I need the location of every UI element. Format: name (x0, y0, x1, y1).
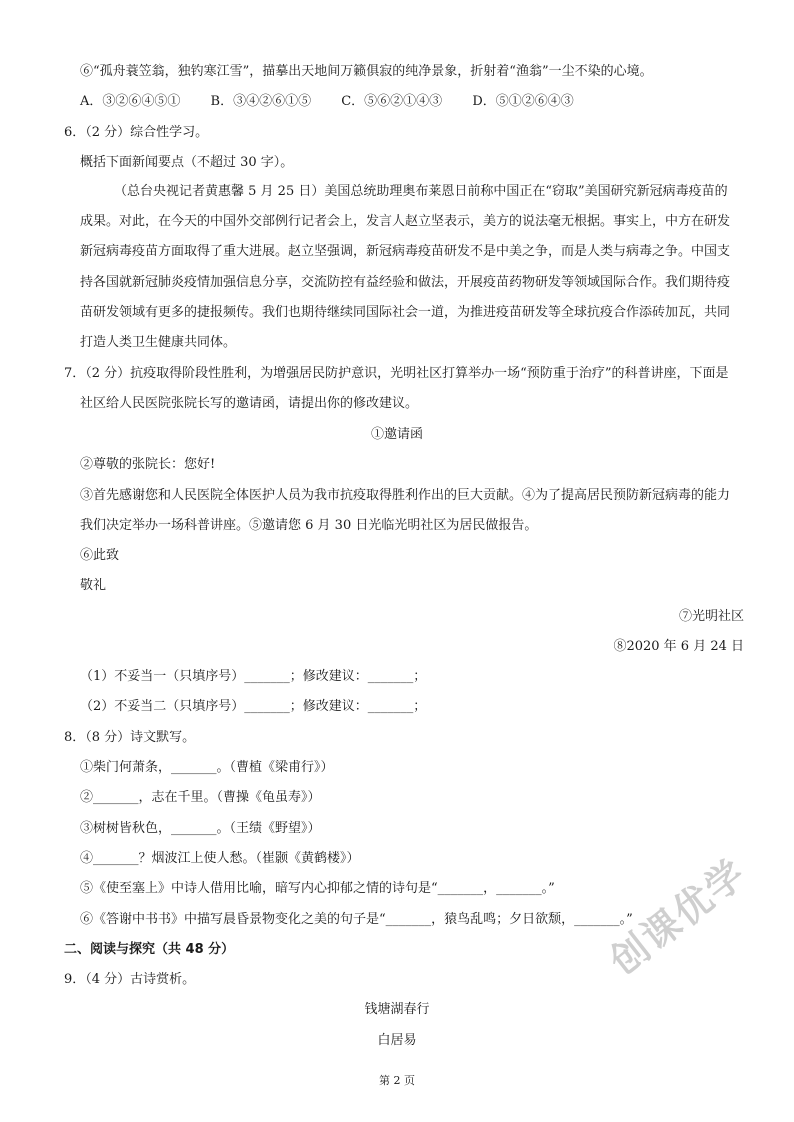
recitation-item: ②_______，志在千里。（曹操《龟虽寿》） (80, 790, 321, 805)
question-7-sub-1: （1）不妥当一（只填序号）_______；修改建议：_______； (80, 669, 427, 684)
letter-closing: 敬礼 (80, 578, 107, 593)
option-d: D．⑤①②⑥④③ (472, 94, 574, 109)
question-7-title: 7．（2 分）抗疫取得阶段性胜利，为增强居民防护意识，光明社区打算举办一场“预防重于治疗”的科普讲座，下面是 (64, 366, 729, 381)
news-line: 成果。对此，在今天的中国外交部例行记者会上，发言人赵立坚表示，美方的说法毫无根据。事实上，中方在研发 (80, 214, 731, 229)
recitation-item: ④_______？烟波江上使人愁。（崔颢《黄鹤楼》） (80, 851, 360, 866)
letter-body: 我们决定举办一场科普讲座。⑤邀请您 6 月 30 日光临光明社区为居民做报告。 (80, 518, 538, 533)
option-item-6: ⑥“孤舟蓑笠翁，独钓寒江雪”，描摹出天地间万籁俱寂的纯净景象，折射着“渔翁”一尘不染的心境。 (80, 64, 653, 79)
question-9-title: 9．（4 分）古诗赏析。 (64, 972, 196, 987)
page-number: 第 2 页 (379, 1074, 415, 1087)
news-line: 持各国就新冠肺炎疫情加强信息分享，交流防控有益经验和做法，开展疫苗药物研发等领域国际合作。我们期待疫 (80, 275, 731, 290)
question-6-prompt: 概括下面新闻要点（不超过 30 字）。 (80, 155, 294, 170)
news-line: 苗研发领域有更多的捷报频传。我们也期待继续同国际社会一道，为推进疫苗研发等全球抗疫合作添砖加瓦，共同 (80, 305, 731, 320)
letter-title: ①邀请函 (370, 427, 423, 442)
recitation-item: ③树树皆秋色，_______。（王绩《野望》） (80, 821, 321, 836)
poem-title: 钱塘湖春行 (364, 1002, 430, 1017)
poem-author: 白居易 (377, 1033, 417, 1048)
recitation-item: ⑤《使至塞上》中诗人借用比喻，暗写内心抑郁之情的诗句是“_______，_______。” (80, 881, 555, 896)
section-heading: 二、阅读与探究（共 48 分） (64, 942, 235, 957)
news-line: 打造人类卫生健康共同体。 (80, 335, 237, 350)
question-7-title-cont: 社区给人民医院张院长写的邀请函，请提出你的修改建议。 (80, 396, 419, 411)
answer-options (80, 92, 600, 112)
watermark: 创课优学 (601, 850, 755, 984)
option-a: A．③②⑥④⑤① (80, 94, 181, 109)
question-7-sub-2: （2）不妥当二（只填序号）_______；修改建议：_______； (80, 699, 427, 714)
letter-greeting: ②尊敬的张院长：您好! (80, 457, 216, 472)
option-c: C．⑤⑥②①④③ (341, 94, 443, 109)
letter-signature: ⑦光明社区 (678, 609, 744, 624)
recitation-item: ⑥《答谢中书书》中描写晨昏景物变化之美的句子是“_______，猿鸟乱鸣；夕日欲颓，_______。” (80, 912, 633, 927)
letter-body: ③首先感谢您和人民医院全体医护人员为我市抗疫取得胜利作出的巨大贡献。④为了提高居民预防新冠病毒的能力 (80, 488, 731, 503)
letter-date: ⑧2020 年 6 月 24 日 (613, 639, 744, 654)
news-line: 新冠病毒疫苗方面取得了重大进展。赵立坚强调，新冠病毒疫苗研发不是中美之争，而是人类与病毒之争。中国支 (80, 244, 731, 259)
letter-closing: ⑥此致 (80, 548, 120, 563)
question-8-title: 8．（8 分）诗文默写。 (64, 730, 196, 745)
question-6-title: 6．（2 分）综合性学习。 (64, 125, 209, 140)
news-line: （总台央视记者黄惠馨 5 月 25 日）美国总统助理奥布莱恩日前称中国正在“窃取”美国研究新冠病毒疫苗的 (114, 184, 728, 199)
option-b: B．③④②⑥①⑤ (210, 94, 312, 109)
recitation-item: ①柴门何萧条，_______。（曹植《梁甫行》） (80, 760, 334, 775)
